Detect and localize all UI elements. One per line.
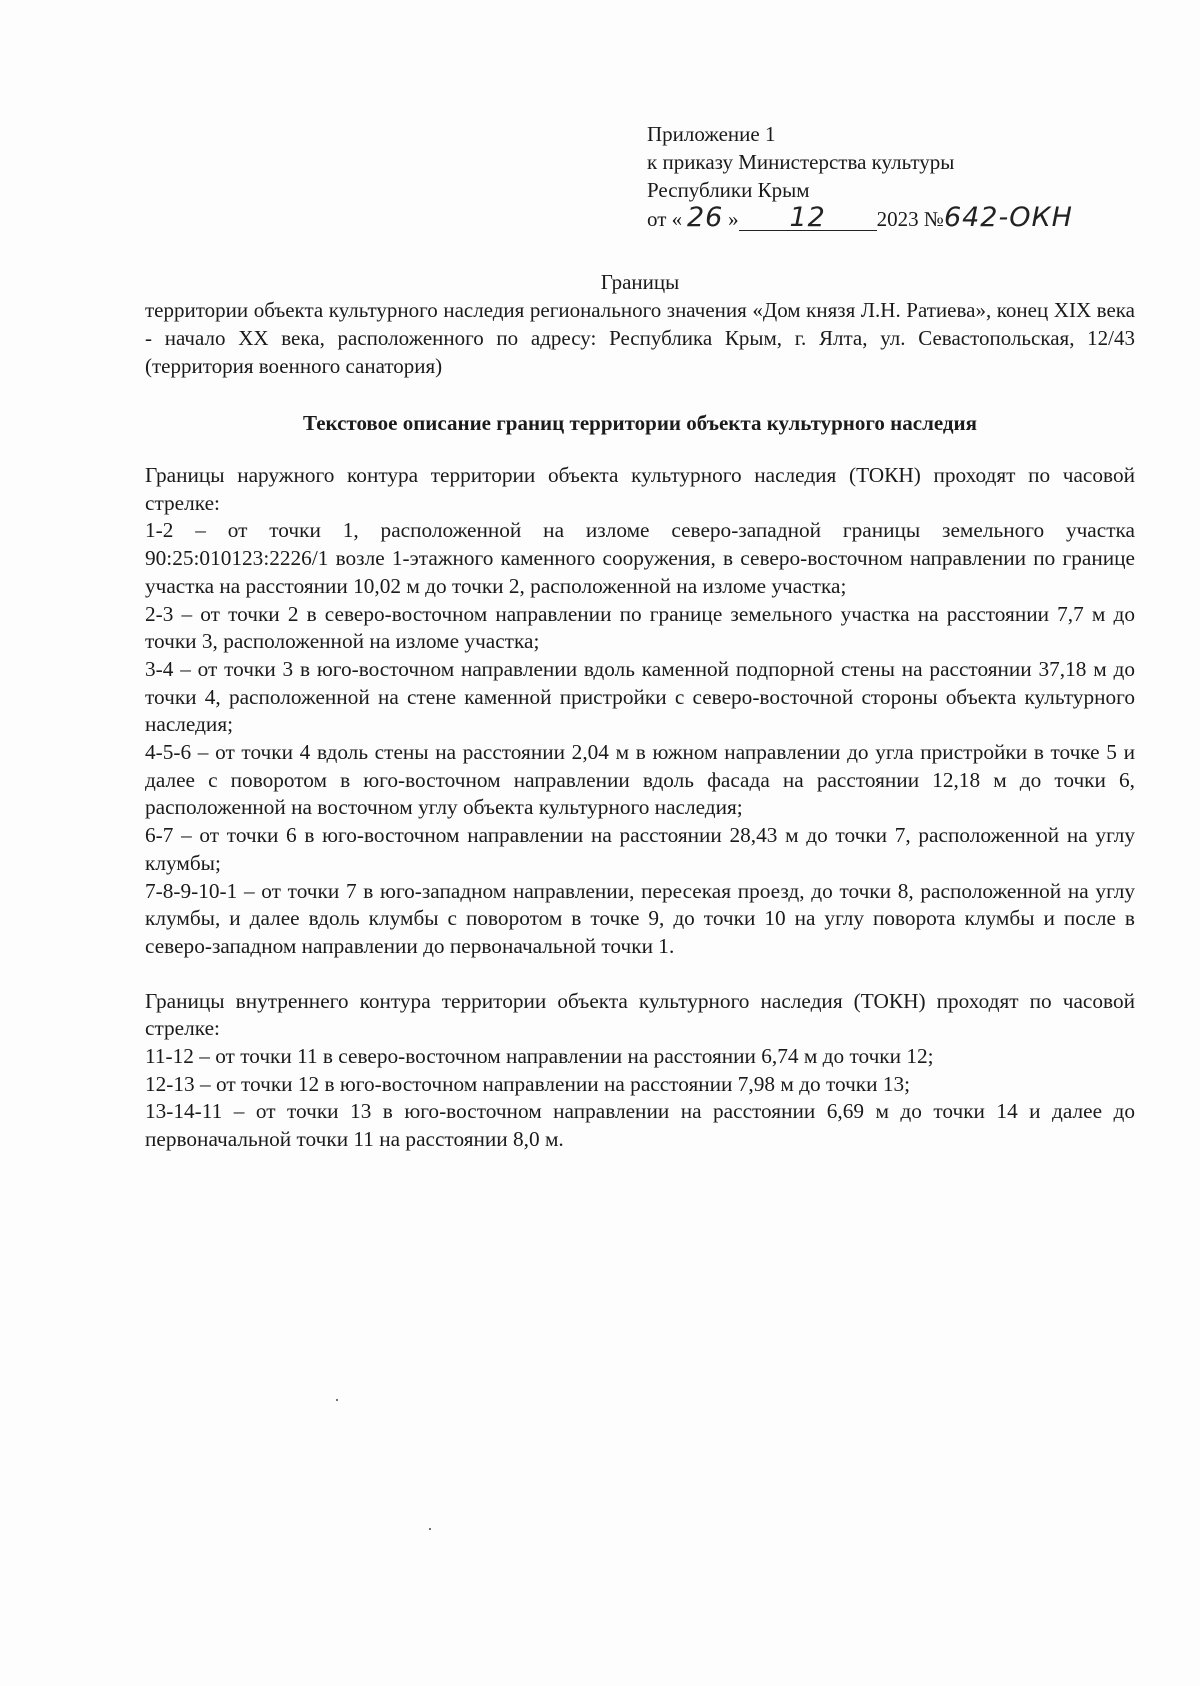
handwritten-order-number: 642-ОКН [943,202,1073,233]
handwritten-month: 12 [739,206,877,231]
outer-segment: 7-8-9-10-1 – от точки 7 в юго-западном направлении, пересекая проезд, до точки 8, расположенной на углу клумбы, и далее вдоль клумбы с поворотом в точке 9, до точки 10 на углу поворота клумбы и после в северо-западном направлении до первоначальной точки 1. [145,878,1135,958]
date-quote-close: » [728,207,739,231]
handwritten-day: 26 [686,202,724,233]
year-and-number-label: 2023 № [876,207,944,231]
outer-segment: 4-5-6 – от точки 4 вдоль стены на расстоянии 2,04 м в южном направлении до угла пристройки в точке 5 и далее с поворотом в юго-восточном направлении вдоль фасада на расстоянии 12,18 м до точки 6, расположенной на восточном углу объекта культурного наследия; [145,740,1135,820]
title-main: Границы [600,270,680,294]
appendix-title: Приложение 1 [647,122,776,146]
appendix-republic: Республики Крым [647,178,810,202]
scan-speck [336,1399,338,1401]
paragraph-spacer [145,961,1135,988]
outer-segment: 3-4 – от точки 3 в юго-восточном направлении вдоль каменной подпорной стены на расстоянии 37,18 м до точки 4, расположенной на стене каменной пристройки с северо-восточной стороны объекта культурного наследия; [145,656,1135,737]
inner-segment: 12-13 – от точки 12 в юго-восточном направлении на расстоянии 7,98 м до точки 13; [145,1071,911,1096]
outer-contour-intro: Границы наружного контура территории объекта культурного наследия (ТОКН) проходят по часовой стрелке: [145,463,1135,515]
inner-segment: 11-12 – от точки 11 в северо-восточном направлении на расстоянии 6,74 м до точки 12; [145,1044,934,1069]
title-subject: территории объекта культурного наследия регионального значения «Дом князя Л.Н. Ратиева», конец XIX века - начало XX века, расположенного по адресу: Республика Крым, г. Ялта, ул. Севастопольская, 12/43 (территория военного санатория) [145,298,1135,378]
outer-segment: 2-3 – от точки 2 в северо-восточном направлении по границе земельного участка на расстоянии 7,7 м до точки 3, расположенной на изломе участка; [145,601,1135,654]
date-prefix: от « [647,207,683,231]
section-heading: Текстовое описание границ территории объекта культурного наследия [302,411,978,435]
outer-segment: 1-2 – от точки 1, расположенной на изломе северо-западной границы земельного участка 90:25:010123:2226/1 возле 1-этажного каменного сооружения, в северо-восточном направлении по границе участка на расстоянии 10,02 м до точки 2, расположенной на изломе участка; [145,518,1135,598]
outer-segment: 6-7 – от точки 6 в юго-восточном направлении на расстоянии 28,43 м до точки 7, расположенной на углу клумбы; [145,823,1135,875]
document-body [145,462,1135,1154]
scan-speck [429,1528,431,1530]
appendix-date-line [647,204,1117,238]
appendix-header [647,120,1117,238]
inner-contour-intro: Границы внутреннего контура территории объекта культурного наследия (ТОКН) проходят по часовой стрелке: [145,988,1135,1041]
inner-segment: 13-14-11 – от точки 13 в юго-восточном направлении на расстоянии 6,69 м до точки 14 и далее до первоначальной точки 11 на расстоянии 8,0 м. [145,1099,1135,1152]
appendix-order-reference: к приказу Министерства культуры [647,150,955,174]
document-title [145,268,1135,380]
